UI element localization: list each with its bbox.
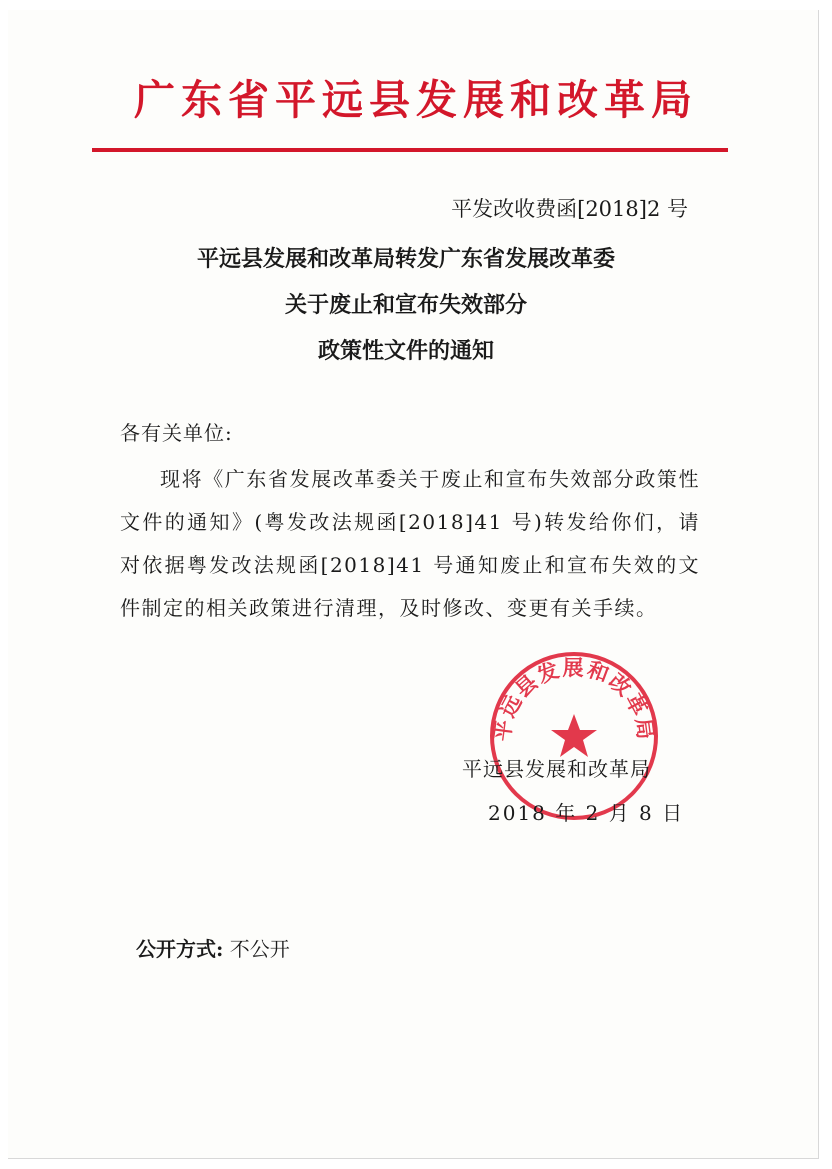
seal-text: 平远县发展和改革局 xyxy=(490,655,658,743)
disclosure-value: 不公开 xyxy=(229,937,290,961)
letterhead-title: 广东省平远县发展和改革局 xyxy=(134,76,698,124)
letterhead-red-rule xyxy=(92,148,728,152)
body-paragraph: 现将《广东省发展改革委关于废止和宣布失效部分政策性文件的通知》(粤发改法规函[2018]41 号)转发给你们，请对依据粤发改法规函[2018]41 号通知废止和宣布失效的文件制定的相关政策进行清理，及时修改、变更有关手续。 xyxy=(120,467,700,620)
document-title-line-1: 平远县发展和改革局转发广东省发展改革委 xyxy=(196,246,615,272)
signer-name: 平远县发展和改革局 xyxy=(462,757,651,781)
document-number: 平发改收费函[2018]2 号 xyxy=(451,197,688,221)
signature-date: 2018 年 2 月 8 日 xyxy=(488,801,685,825)
document-title-line-3: 政策性文件的通知 xyxy=(317,338,494,364)
document-title xyxy=(0,238,812,376)
document-title-line-2: 关于废止和宣布失效部分 xyxy=(284,292,527,318)
addressee: 各有关单位: xyxy=(120,421,233,445)
disclosure-line xyxy=(136,934,290,964)
disclosure-label: 公开方式: xyxy=(136,937,224,961)
